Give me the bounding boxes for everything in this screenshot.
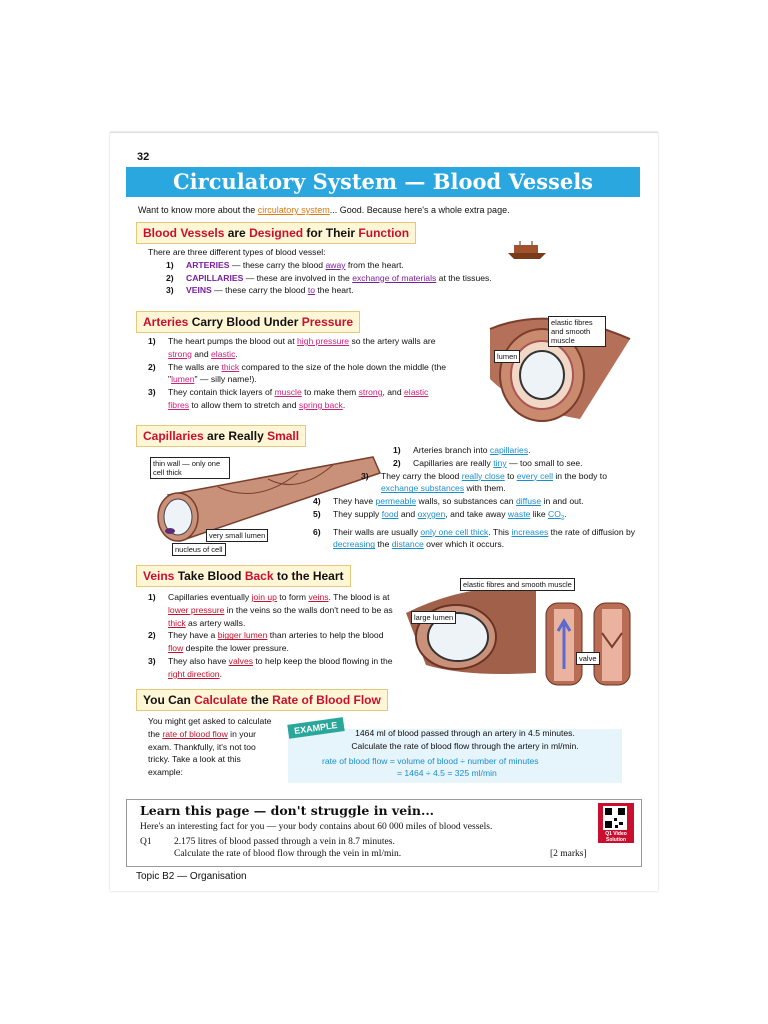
list-item: 1) The heart pumps the blood out at high pressure so the artery walls are strong and elastic.: [148, 336, 436, 359]
list-item: 4) They have permeable walls, so substances can diffuse in and out.: [313, 496, 584, 507]
question-line-2: Calculate the rate of blood flow through the vein in ml/min.: [174, 849, 402, 859]
list-item: 2) The walls are thick compared to the size of the hole down the middle (the "lumen" — silly name!).: [148, 361, 447, 385]
label-elastic-fibres: elastic fibres and smooth muscle: [548, 316, 606, 347]
heading-arteries: Arteries Carry Blood Under Pressure: [136, 311, 360, 333]
qr-code[interactable]: [598, 803, 634, 843]
label-large-lumen: large lumen: [411, 611, 456, 624]
formula-line-1: rate of blood flow = volume of blood ÷ number of minutes: [322, 756, 539, 766]
label-thin-wall: thin wall — only one cell thick: [150, 457, 230, 479]
label-small-lumen: very small lumen: [206, 529, 268, 542]
list-item: 1) Arteries branch into capillaries.: [393, 445, 531, 455]
heading-capillaries: Capillaries are Really Small: [136, 425, 306, 447]
qr-caption: Q1 Video Solution: [605, 831, 627, 843]
list-item: 3) They carry the blood really close to every cell in the body to exchange substances with them.: [361, 470, 607, 494]
rate-intro: You might get asked to calculate the rate of blood flow in your exam. Thankfully, it's not too tricky. Take a look at this example:: [148, 716, 272, 778]
list-item: 3) They contain thick layers of muscle to make them strong, and elastic fibres to allow them to stretch and spring back.: [148, 387, 429, 410]
arteries-list: [148, 335, 448, 412]
textbook-page: [110, 132, 658, 891]
intro-text: Want to know more about the circulatory system... Good. Because here's a whole extra page.: [138, 205, 510, 215]
label-nucleus: nucleus of cell: [172, 543, 226, 556]
list-item: 1) ARTERIES — these carry the blood away from the heart.: [166, 259, 404, 270]
example-tag: EXAMPLE: [287, 717, 344, 739]
list-item: 3) They also have valves to help keep the blood flowing in the right direction.: [148, 655, 393, 679]
list-item: 3) VEINS — these carry the blood to the heart.: [166, 285, 354, 296]
question-line-1: 2.175 litres of blood passed through a vein in 8.7 minutes.: [174, 837, 395, 847]
page-title: Circulatory System — Blood Vessels: [126, 167, 640, 197]
learn-title: Learn this page — don't struggle in vein...: [140, 803, 435, 818]
vessel-types: There are three different types of blood vessel: 1) ARTERIES — these carry the blood away from the heart. 2) CAPILLARIES — these are involved in the exchange of materials at the tissues. 3) VEINS — these carry the blood to the heart.: [148, 246, 508, 297]
list-item: 2) Capillaries are really tiny — too small to see.: [393, 457, 583, 468]
learn-fact: Here's an interesting fact for you — your body contains about 60 000 miles of blood vessels.: [140, 822, 493, 832]
label-lumen: lumen: [494, 350, 520, 363]
example-question: 1464 ml of blood passed through an artery in 4.5 minutes. Calculate the rate of blood flow through the artery in ml/min.: [351, 728, 579, 751]
veins-list: [148, 591, 396, 681]
page-footer: Topic B2 — Organisation: [136, 871, 247, 882]
label-valve: valve: [576, 652, 600, 665]
boat-icon: [506, 239, 548, 261]
capillaries-list: [313, 444, 643, 551]
list-item: 5) They supply food and oxygen, and take away waste like $CO_2$.: [313, 508, 567, 522]
page-number: 32: [137, 151, 150, 163]
list-item: 1) Capillaries eventually join up to form veins. The blood is at lower pressure in the veins so the walls don't need to be as thick as artery walls.: [148, 592, 393, 628]
list-item: 6) Their walls are usually only one cell thick. This increases the rate of diffusion by decreasing the distance over which it occurs.: [313, 526, 636, 550]
qr-code-icon: [598, 805, 634, 831]
label-vein-fibres: elastic fibres and smooth muscle: [460, 578, 575, 591]
question-number: Q1: [140, 837, 152, 847]
question-marks: [2 marks]: [550, 849, 587, 859]
list-item: 2) They have a bigger lumen than arteries to help the blood flow despite the lower pressure.: [148, 630, 384, 654]
list-item: 2) CAPILLARIES — these are involved in the exchange of materials at the tissues.: [166, 272, 492, 283]
heading-veins: Veins Take Blood Back to the Heart: [136, 565, 351, 587]
heading-blood-vessels: Blood Vessels are Designed for Their Function: [136, 222, 416, 244]
formula-line-2: = 1464 ÷ 4.5 = 325 ml/min: [397, 768, 497, 778]
heading-rate-of-flow: You Can Calculate the Rate of Blood Flow: [136, 689, 388, 711]
